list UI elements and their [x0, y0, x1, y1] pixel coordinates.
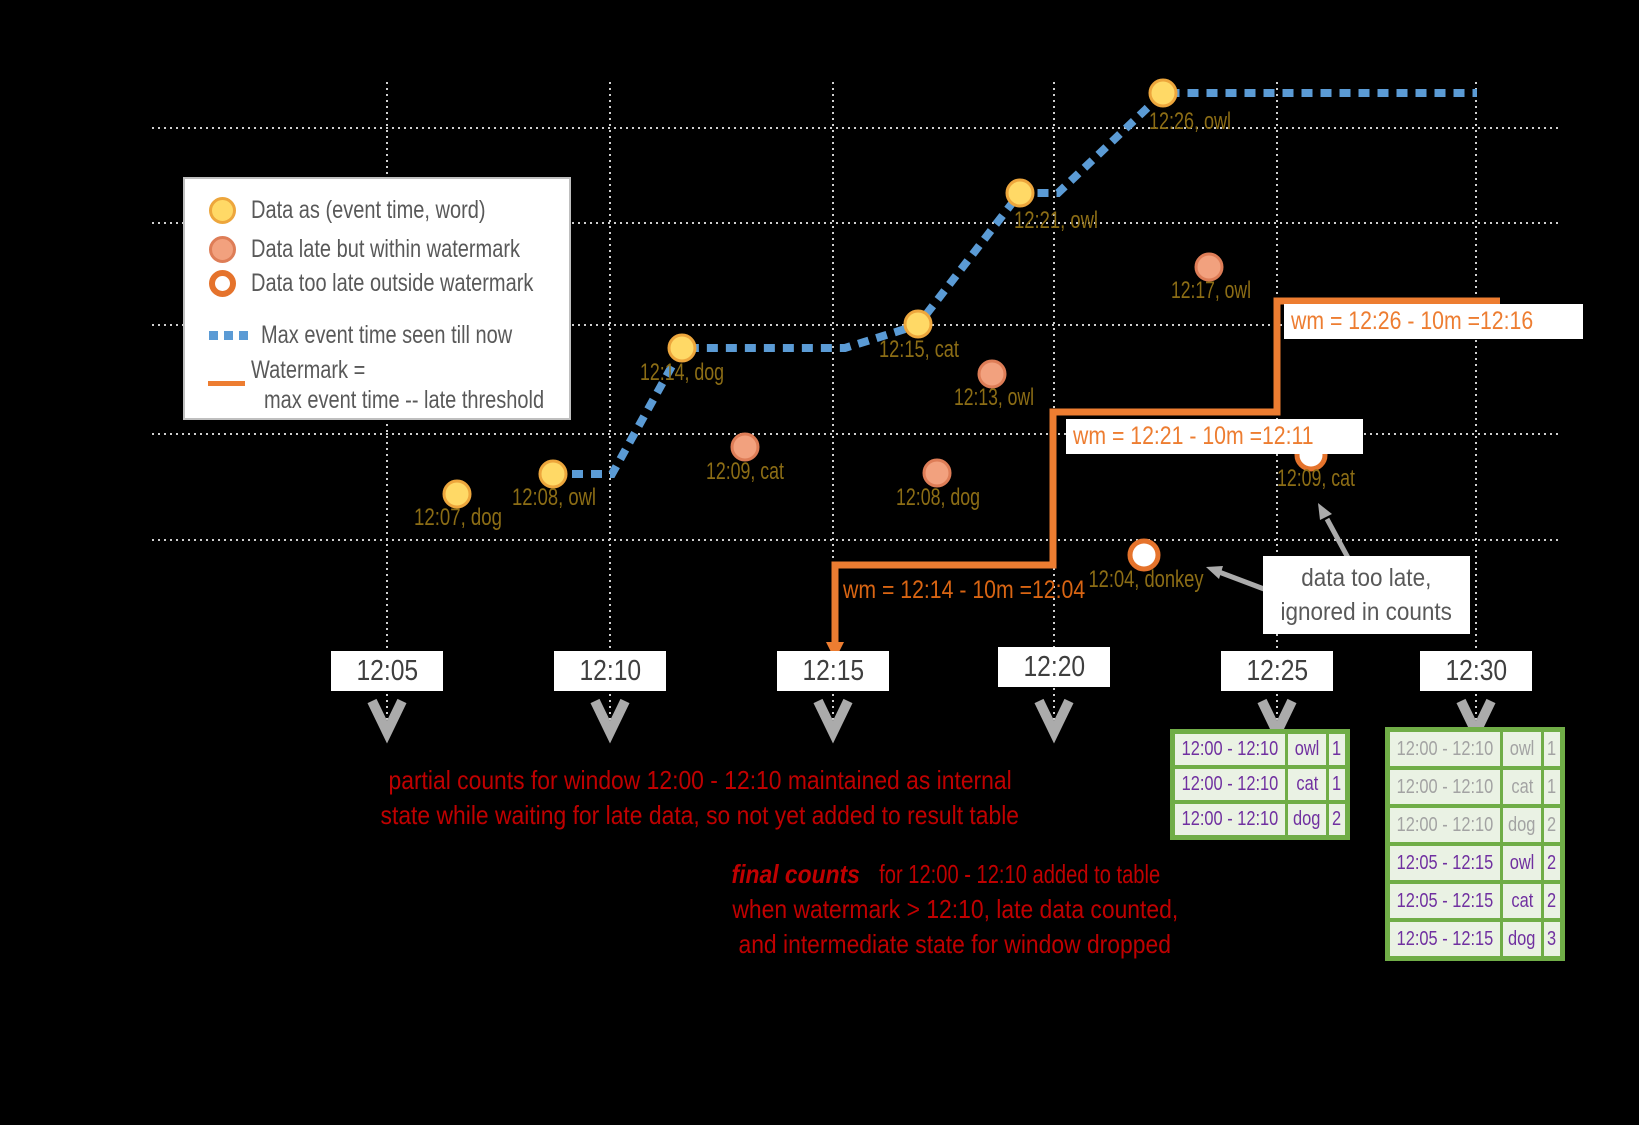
- data-point: [924, 460, 950, 486]
- watermark-label-3: wm = 12:26 - 10m =12:16: [1284, 304, 1583, 339]
- legend-item: [264, 385, 614, 415]
- axis-tick-12-10: 12:10: [554, 651, 666, 691]
- orange-line-icon: [208, 381, 245, 386]
- table-row: 12:00 - 12:10 owl 1: [1175, 734, 1345, 765]
- table-row: 12:00 - 12:10 dog 2: [1390, 808, 1560, 842]
- table-row: 12:00 - 12:10 dog 2: [1175, 804, 1345, 835]
- legend-item: [251, 355, 394, 385]
- data-point-label: 12:08, owl: [512, 484, 596, 511]
- data-point-label: 12:08, dog: [896, 484, 980, 511]
- legend-item: [209, 320, 575, 350]
- note-line: state while waiting for late data, so not yet added to result table: [380, 800, 1020, 830]
- late-dot-icon: [209, 236, 236, 263]
- note-line: final countsfor 12:00 - 12:10 added to table: [731, 859, 1160, 889]
- axis-arrows: [372, 701, 1491, 732]
- data-point-label: 12:17, owl: [1171, 277, 1251, 304]
- result-table-1: [1170, 729, 1350, 840]
- table-row: 12:05 - 12:15 cat 2: [1390, 884, 1560, 918]
- axis-tick-12-20: 12:20: [998, 647, 1110, 687]
- axis-tick-12-15: 12:15: [777, 651, 889, 691]
- legend-label: Watermark =: [251, 355, 366, 384]
- data-point: [732, 434, 758, 460]
- legend-label: Data as (event time, word): [251, 195, 486, 224]
- data-point: [1130, 541, 1158, 569]
- axis-tick-12-30: 12:30: [1420, 651, 1532, 691]
- data-point: [1007, 180, 1033, 206]
- legend-label: Data too late outside watermark: [251, 268, 534, 297]
- too-late-dot-icon: [209, 270, 236, 297]
- data-point-label: 12:07, dog: [414, 504, 502, 531]
- data-point: [1150, 80, 1176, 106]
- result-table-2: [1385, 727, 1565, 961]
- legend: [183, 177, 571, 420]
- legend-label: Max event time seen till now: [261, 320, 513, 349]
- legend-item: [209, 268, 604, 298]
- watermark-label-2: wm = 12:21 - 10m =12:11: [1066, 419, 1363, 454]
- callout-line1: data too late,: [1301, 564, 1432, 592]
- too-late-callout: [1263, 556, 1470, 634]
- data-point-label: 12:26, owl: [1149, 108, 1231, 135]
- data-point-label: 12:09, cat: [706, 458, 785, 485]
- max-event-time-line: [553, 93, 1477, 474]
- note-line: partial counts for window 12:00 - 12:10 maintained as internal: [388, 765, 1012, 795]
- data-point-label: 12:14, dog: [640, 359, 724, 386]
- data-point: [669, 335, 695, 361]
- data-point-label: 12:21, owl: [1014, 207, 1098, 234]
- table-row: 12:00 - 12:10 cat 1: [1175, 769, 1345, 800]
- legend-item: [209, 195, 544, 225]
- axis-tick-12-25: 12:25: [1221, 651, 1333, 691]
- legend-item: [209, 234, 587, 264]
- table-row: 12:00 - 12:10 owl 1: [1390, 732, 1560, 766]
- data-point-label: 12:13, owl: [954, 384, 1034, 411]
- table-row: 12:05 - 12:15 owl 2: [1390, 846, 1560, 880]
- data-point-label: 12:09, cat: [1277, 465, 1356, 492]
- data-point: [905, 311, 931, 337]
- table-row: 12:05 - 12:15 dog 3: [1390, 922, 1560, 956]
- table-row: 12:00 - 12:10 cat 1: [1390, 770, 1560, 804]
- axis-tick-12-05: 12:05: [331, 651, 443, 691]
- legend-label: max event time -- late threshold: [264, 385, 545, 414]
- legend-label: Data late but within watermark: [251, 234, 521, 263]
- note-line: when watermark > 12:10, late data counted,: [732, 894, 1178, 924]
- note-partial-counts: [300, 763, 1100, 833]
- callout-line2: ignored in counts: [1280, 598, 1453, 626]
- note-line: and intermediate state for window dropped: [738, 929, 1172, 959]
- blue-dashed-line-icon: [209, 331, 253, 340]
- watermark-label-1: wm = 12:14 - 10m =12:04: [843, 576, 1086, 604]
- data-point-label: 12:04, donkey: [1088, 566, 1204, 593]
- note-final-counts: [660, 857, 1250, 962]
- on-time-dot-icon: [209, 197, 236, 224]
- data-point-label: 12:15, cat: [879, 336, 960, 363]
